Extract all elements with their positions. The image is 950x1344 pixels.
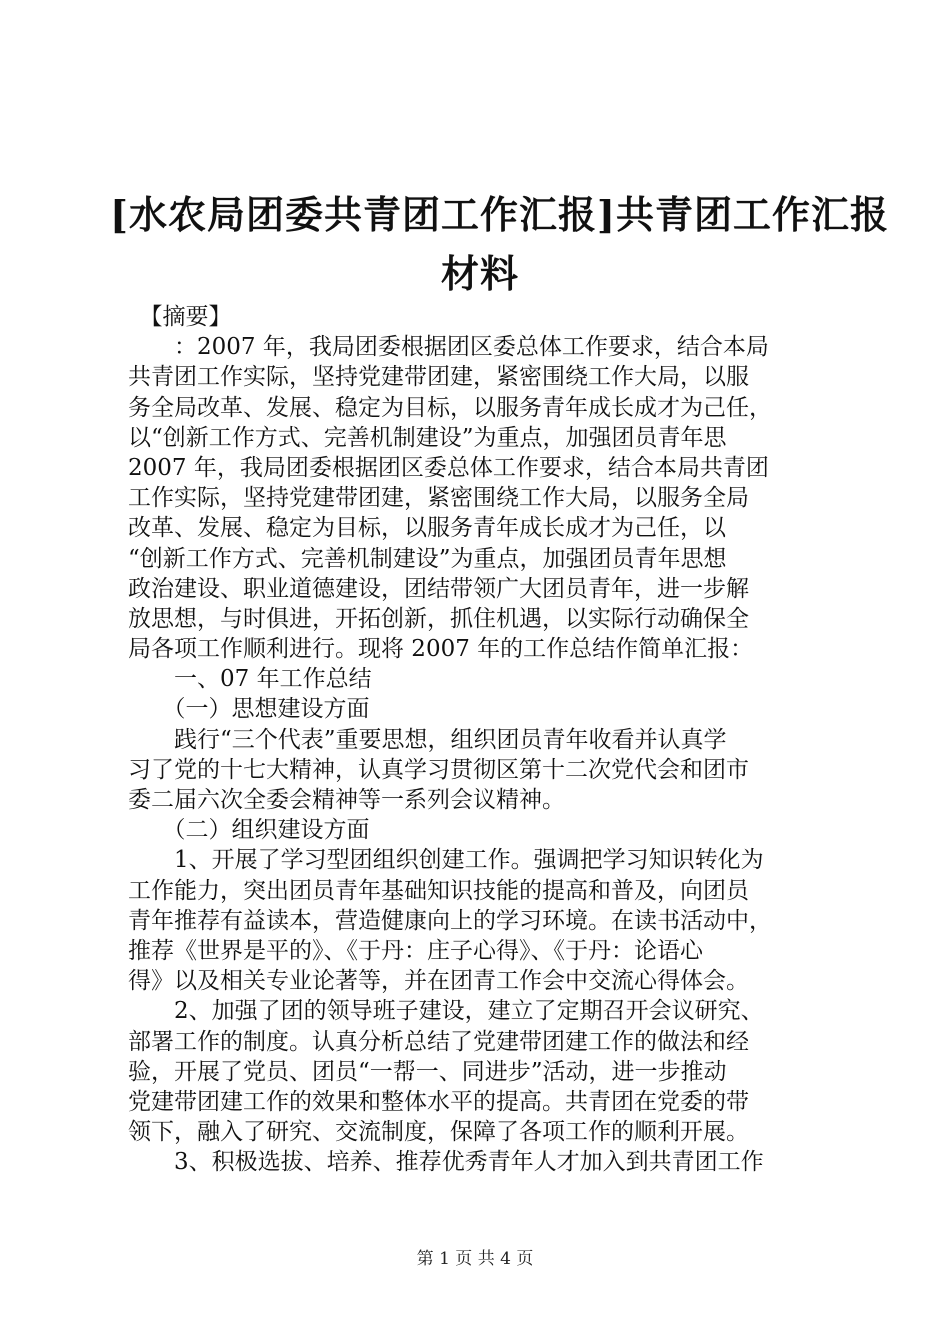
text-line: 工作实际，坚持党建带团建，紧密围绕工作大局，以服务全局	[128, 485, 749, 512]
text-line: 3、积极选拔、培养、推荐优秀青年人才加入到共青团工作	[128, 1149, 764, 1176]
text-line: 部署工作的制度。认真分析总结了党建带团建工作的做法和经	[128, 1028, 749, 1055]
text-line: 共青团工作实际，坚持党建带团建，紧密围绕工作大局，以服	[128, 364, 749, 391]
text-line: 2、加强了团的领导班子建设，建立了定期召开会议研究、	[128, 998, 764, 1025]
text-line: 工作能力，突出团员青年基础知识技能的提高和普及，向团员	[128, 877, 749, 904]
text-line: 务全局改革、发展、稳定为目标，以服务青年成长成才为己任，	[128, 394, 772, 421]
text-line: 【摘要】	[128, 304, 232, 330]
text-line: （一）思想建设方面	[128, 696, 370, 723]
document-title-line-1: [水农局团委共青团工作汇报]共青团工作汇报	[110, 192, 889, 237]
text-line: 1、开展了学习型团组织创建工作。强调把学习知识转化为	[128, 847, 764, 874]
text-line: 党建带团建工作的效果和整体水平的提高。共青团在党委的带	[128, 1088, 749, 1115]
text-line: 政治建设、职业道德建设，团结带领广大团员青年，进一步解	[128, 575, 749, 602]
text-line: 委二届六次全委会精神等一系列会议精神。	[128, 787, 565, 813]
text-line: 领下，融入了研究、交流制度，保障了各项工作的顺利开展。	[128, 1119, 749, 1146]
text-line: 2007 年，我局团委根据团区委总体工作要求，结合本局共青团	[128, 454, 769, 481]
text-line: “创新工作方式、完善机制建设”为重点，加强团员青年思想	[128, 545, 727, 572]
page-footer: 第 1 页 共 4 页	[416, 1249, 534, 1269]
text-line: 放思想，与时俱进，开拓创新，抓住机遇，以实际行动确保全	[128, 605, 749, 632]
text-line: 得》以及相关专业论著等，并在团青工作会中交流心得体会。	[128, 968, 749, 995]
text-line: 改革、发展、稳定为目标，以服务青年成长成才为己任，以	[128, 515, 726, 542]
text-line: 局各项工作顺利进行。现将 2007 年的工作总结作简单汇报：	[128, 636, 754, 663]
text-line: 习了党的十七大精神，认真学习贯彻区第十二次党代会和团市	[128, 756, 749, 783]
document-body	[128, 302, 838, 1177]
text-line: 青年推荐有益读本，营造健康向上的学习环境。在读书活动中，	[128, 907, 772, 934]
text-line: ：2007 年，我局团委根据团区委总体工作要求，结合本局	[128, 334, 769, 361]
text-line: 一、07 年工作总结	[128, 666, 372, 693]
text-line: （二）组织建设方面	[128, 817, 370, 844]
text-line: 以“创新工作方式、完善机制建设”为重点，加强团员青年思	[128, 424, 727, 451]
text-line: 推荐《世界是平的》、《于丹：庄子心得》、《于丹：论语心	[128, 937, 703, 964]
text-line: 验，开展了党员、团员“一帮一、同进步”活动，进一步推动	[128, 1058, 727, 1085]
text-line: 践行“三个代表”重要思想，组织团员青年收看并认真学	[128, 726, 727, 753]
document-title-line-2: 材料	[440, 251, 519, 296]
